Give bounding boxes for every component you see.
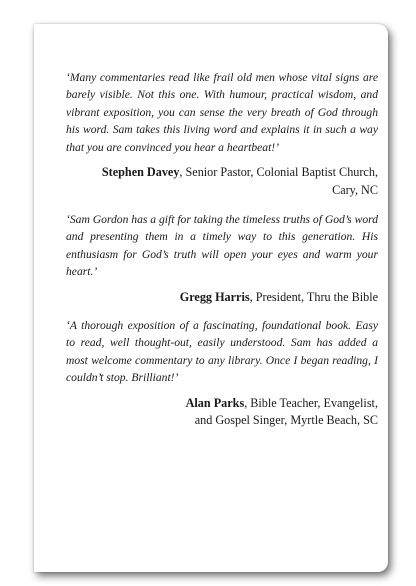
endorser-location: Cary, NC	[332, 182, 378, 197]
endorser-name: Stephen Davey	[101, 165, 180, 180]
endorser-location: and Gospel Singer, Myrtle Beach, SC	[194, 413, 378, 428]
endorser-role: , President, Thru the Bible	[249, 289, 378, 304]
endorsement-quote: ‘Sam Gordon has a gift for taking the timeless truths of God’s word and presenting them in a timely way to this generation. His enthusiasm for God’s truth will open your eyes and warm your heart.’	[66, 213, 378, 279]
endorsement-quote: ‘Many commentaries read like frail old men whose vital signs are barely visible. Not this one. With humour, practical wisdom, and vibrant exposition, you can sense the very breath of God through his word. Sam takes this living word and explains it in such a way that you are convinced you hear a heartbeat!’	[66, 71, 378, 154]
attribution-line	[66, 395, 378, 413]
attribution-line	[66, 289, 378, 307]
endorsement-attribution	[66, 164, 378, 199]
endorsement-alan-parks	[66, 317, 378, 430]
endorser-role: , Bible Teacher, Evangelist,	[244, 395, 378, 410]
attribution-line	[66, 164, 378, 182]
endorsement-gregg-harris	[66, 211, 378, 306]
endorser-name: Gregg Harris	[179, 289, 250, 304]
endorsement-quote: ‘A thorough exposition of a fascinating, foundational book. Easy to read, well thought-out, easily understood. Sam has added a most welcome commentary to any library. Once I began reading, I couldn’t stop. Brilliant!’	[66, 319, 378, 385]
endorsement-stephen-davey	[66, 69, 378, 199]
book-page	[34, 24, 388, 572]
endorsement-attribution	[66, 289, 378, 307]
endorser-role: , Senior Pastor, Colonial Baptist Church,	[179, 165, 378, 180]
endorsement-attribution	[66, 395, 378, 430]
endorser-name: Alan Parks	[185, 395, 245, 410]
